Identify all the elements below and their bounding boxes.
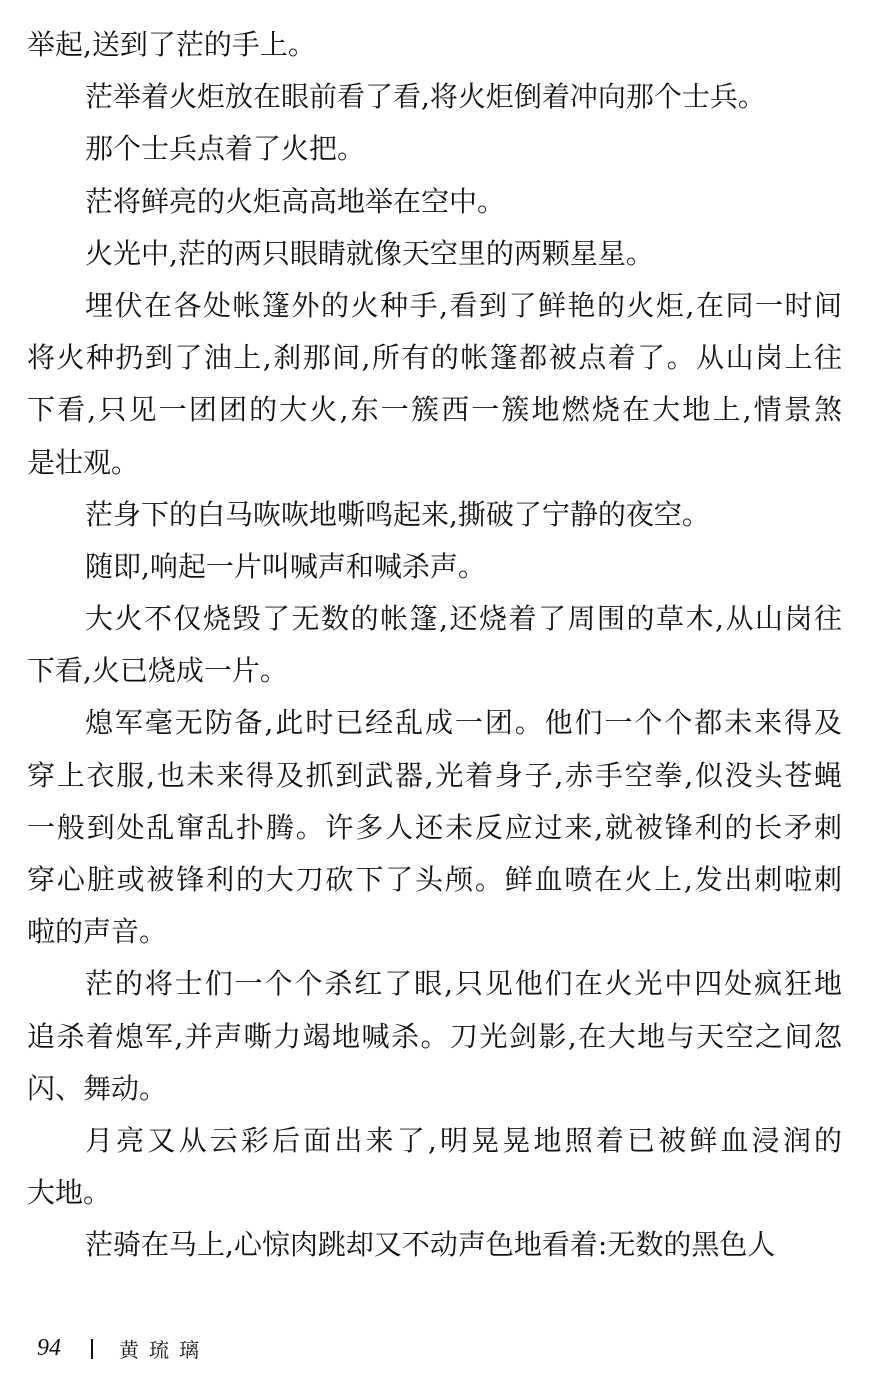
text-line: 一般到处乱窜乱扑腾。许多人还未反应过来,就被锋利的长矛刺 xyxy=(27,810,842,844)
text-line: 啦的声音。 xyxy=(27,915,168,949)
text-line: 火光中,茫的两只眼睛就像天空里的两颗星星。 xyxy=(85,236,654,270)
page-number: 94 xyxy=(37,1335,61,1361)
text-line: 举起,送到了茫的手上。 xyxy=(27,28,316,61)
text-line: 穿上衣服,也未来得及抓到武器,光着身子,赤手空拳,似没头苍蝇 xyxy=(27,758,842,792)
paragraph xyxy=(27,541,842,593)
paragraph xyxy=(27,280,842,489)
paragraph xyxy=(27,1219,842,1271)
body-text xyxy=(27,19,842,1272)
text-line: 月亮又从云彩后面出来了,明晃晃地照着已被鲜血浸润的 xyxy=(85,1123,842,1157)
text-line: 大地。 xyxy=(27,1176,112,1210)
text-line: 下看,火已烧成一片。 xyxy=(27,654,288,688)
paragraph xyxy=(27,176,842,228)
text-line: 茫身下的白马咴咴地嘶鸣起来,撕破了宁静的夜空。 xyxy=(85,497,710,531)
text-line: 茫将鲜亮的火炬高高地举在空中。 xyxy=(85,184,506,218)
paragraph xyxy=(27,489,842,541)
text-line: 熄军毫无防备,此时已经乱成一团。他们一个个都未来得及 xyxy=(85,706,842,740)
text-line: 埋伏在各处帐篷外的火种手,看到了鲜艳的火炬,在同一时间 xyxy=(85,288,842,322)
text-line: 下看,只见一团团的大火,东一簇西一簇地燃烧在大地上,情景煞 xyxy=(27,393,842,427)
paragraph xyxy=(27,228,842,280)
author-name: 黄琉璃 xyxy=(119,1338,209,1362)
paragraph xyxy=(27,123,842,175)
paragraph xyxy=(27,958,842,1115)
text-line: 闪、舞动。 xyxy=(27,1071,168,1105)
paragraph xyxy=(27,71,842,123)
text-line: 随即,响起一片叫喊声和喊杀声。 xyxy=(85,549,486,583)
text-line: 大火不仅烧毁了无数的帐篷,还烧着了周围的草木,从山岗往 xyxy=(85,602,842,636)
text-line: 将火种扔到了油上,刹那间,所有的帐篷都被点着了。从山岗上往 xyxy=(27,341,842,375)
text-line: 茫骑在马上,心惊肉跳却又不动声色地看着:无数的黑色人 xyxy=(85,1228,776,1262)
paragraph xyxy=(27,19,842,71)
paragraph xyxy=(27,593,842,697)
text-line: 茫的将士们一个个杀红了眼,只见他们在火光中四处疯狂地 xyxy=(85,967,842,1001)
text-line: 穿心脏或被锋利的大刀砍下了头颅。鲜血喷在火上,发出刺啦刺 xyxy=(27,863,842,896)
page-footer xyxy=(37,1334,209,1363)
paragraph xyxy=(27,1115,842,1219)
text-line: 是壮观。 xyxy=(27,445,140,479)
paragraph xyxy=(27,697,842,958)
footer-divider xyxy=(91,1339,93,1359)
text-line: 追杀着熄军,并声嘶力竭地喊杀。刀光剑影,在大地与天空之间忽 xyxy=(27,1019,842,1053)
text-line: 那个士兵点着了火把。 xyxy=(85,132,366,166)
text-line: 茫举着火炬放在眼前看了看,将火炬倒着冲向那个士兵。 xyxy=(85,80,766,114)
